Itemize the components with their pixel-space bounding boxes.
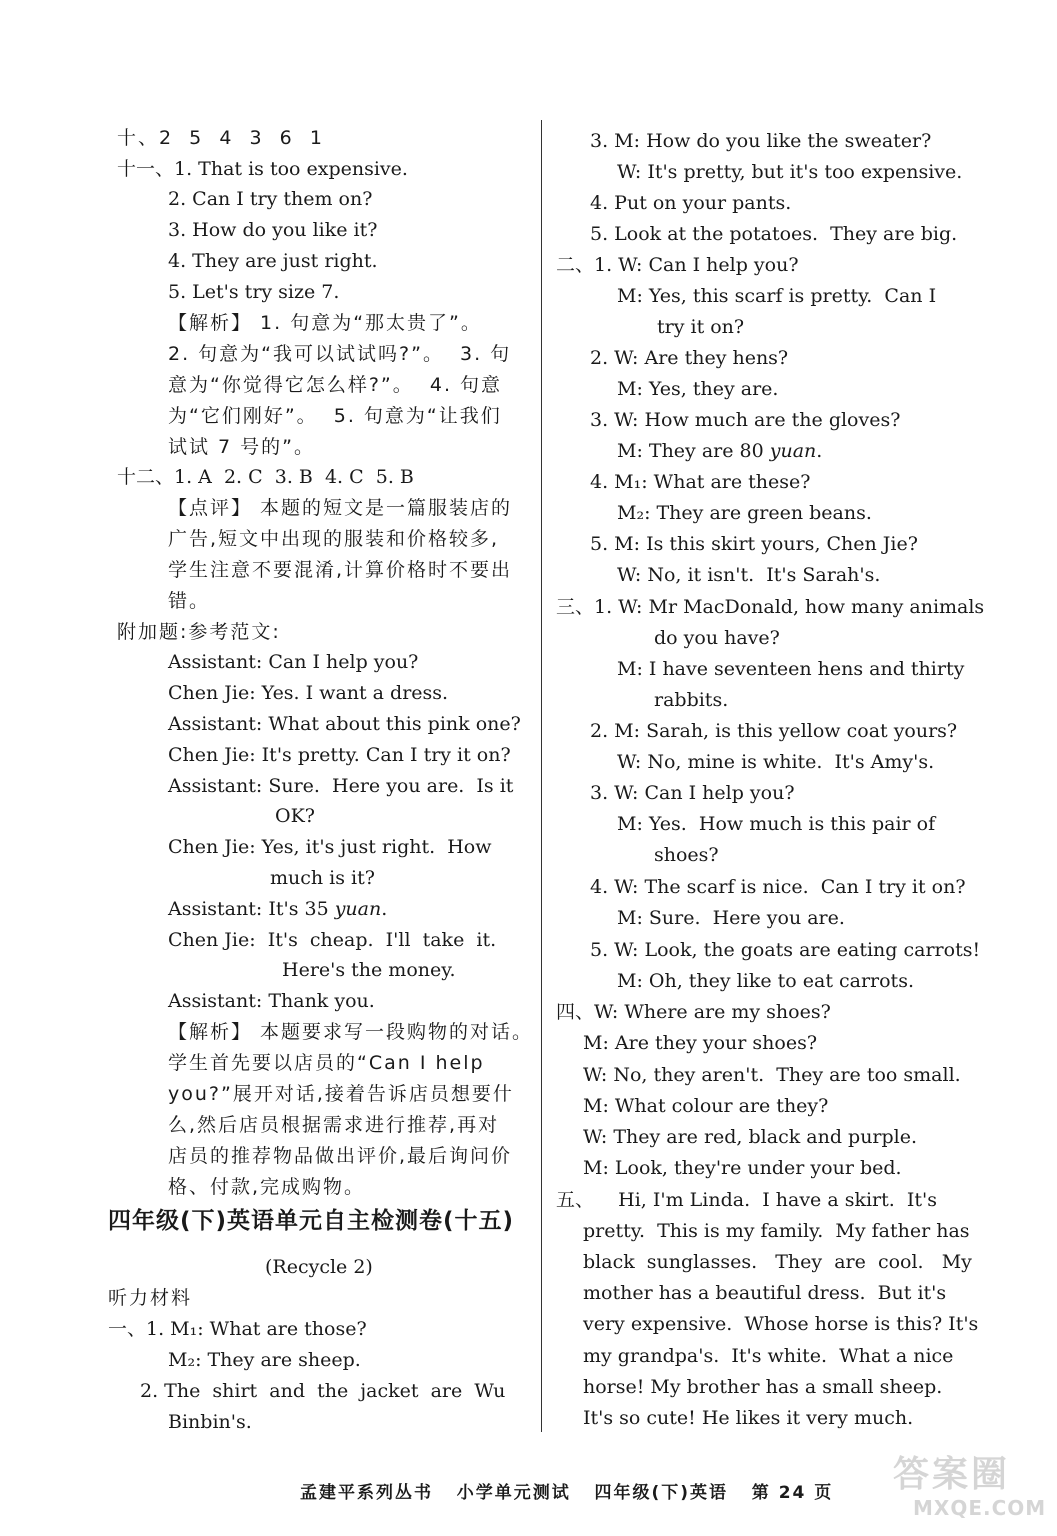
line-text: 2. W: Are they hens? [590,347,789,369]
line-text: my grandpa's. It's white. What a nice [583,1345,954,1367]
text-line [583,1060,961,1090]
text-line [617,966,914,996]
text-line [617,157,962,187]
line-text: rabbits. [654,689,729,711]
text-line [168,678,448,708]
text-line [168,370,502,400]
page-footer: 孟建平系列丛书 小学单元测试 四年级(下)英语 第 24 页 [300,1483,834,1503]
text-line [117,462,414,492]
text-line [270,863,375,893]
text-line [617,654,964,684]
line-text: 【解析】 本题要求写一段购物的对话。 [168,1021,534,1043]
text-line [108,1283,192,1313]
line-text: 【点评】 本题的短文是一篇服装店的 [168,497,513,519]
line-text: 5. Let's try size 7. [168,281,340,303]
line-tail: . [381,898,388,920]
text-line [590,778,795,808]
line-text: 么,然后店员根据需求进行推荐,再对 [168,1114,500,1136]
text-line [168,1110,499,1140]
line-text: Chen Jie: It's pretty. Can I try it on? [168,744,511,766]
text-line [617,903,845,933]
text-line [617,747,934,777]
text-line [556,997,831,1027]
text-line [168,339,511,369]
line-text: 3. How do you like it? [168,219,378,241]
line-text: shoes? [654,844,719,866]
line-text: 2. 句意为“我可以试试吗?”。 3. 句 [168,343,512,365]
text-line [617,560,880,590]
italic-word: yuan [334,898,382,920]
line-text: 学生首先要以店员的“Can I help [168,1052,485,1074]
line-text: black sunglasses. They are cool. My [583,1251,972,1273]
line-text: M: Are they your shoes? [583,1032,818,1054]
line-text: you?”展开对话,接着告诉店员想要什 [168,1083,514,1105]
line-text: Assistant: What about this pink one? [168,713,521,735]
text-line [117,617,281,647]
text-line [275,801,315,831]
line-text: Chen Jie: Yes. I want a dress. [168,682,449,704]
line-text: pretty. This is my family. My father has [583,1220,970,1242]
text-line [583,1278,946,1308]
line-text: 十、2 5 4 3 6 1 [117,127,324,149]
text-line [617,436,822,466]
line-text: 一、1. M₁: What are those? [108,1318,367,1340]
line-text: 5. M: Is this skirt yours, Chen Jie? [590,533,918,555]
text-line [168,1172,365,1202]
text-line [168,1079,514,1109]
text-line [168,986,375,1016]
line-text: 学生注意不要混淆,计算价格时不要出 [168,559,513,581]
text-line [108,1314,367,1344]
line-text: W: They are red, black and purple. [583,1126,918,1148]
line-text: W: No, it isn't. It's Sarah's. [617,564,881,586]
line-text: M: They are 80 [617,440,770,462]
text-line [265,1252,373,1282]
watermark-logo [885,1440,1047,1530]
text-line [168,1407,252,1437]
line-text: Assistant: Sure. Here you are. Is it [168,775,514,797]
line-text: W: It's pretty, but it's too expensive. [617,161,963,183]
line-text: horse! My brother has a small sheep. [583,1376,943,1398]
text-line [168,277,339,307]
text-line [168,925,496,955]
text-line [617,281,936,311]
line-text: 错。 [168,590,211,612]
line-text: 4. Put on your pants. [590,192,792,214]
line-text: M: Sure. Here you are. [617,907,845,929]
text-line [654,840,719,870]
line-text: 四、W: Where are my shoes? [556,1001,831,1023]
line-text: W: No, mine is white. It's Amy's. [617,751,935,773]
text-line [556,250,799,280]
text-line [282,955,456,985]
text-line [168,771,513,801]
text-line [168,832,492,862]
line-text: do you have? [654,627,780,649]
text-line [556,592,984,622]
line-text: Chen Jie: It's cheap. I'll take it. [168,929,497,951]
text-line [617,498,872,528]
text-line [583,1091,828,1121]
text-line [583,1122,917,1152]
line-text: Binbin's. [168,1411,252,1433]
watermark-top: 答案圈 [893,1454,1011,1495]
line-text: Chen Jie: Yes, it's just right. How [168,836,492,858]
line-text: Assistant: It's 35 [168,898,335,920]
line-text: M: Yes. How much is this pair of [617,813,936,835]
line-text: Assistant: Thank you. [168,990,375,1012]
text-line [583,1341,953,1371]
line-text: OK? [275,805,315,827]
line-text: very expensive. Whose horse is this? It's [583,1313,979,1335]
line-text: 2. Can I try them on? [168,188,373,210]
line-text: 5. Look at the potatoes. They are big. [590,223,958,245]
text-line [168,493,512,523]
line-text: W: No, they aren't. They are too small. [583,1064,961,1086]
text-line [168,1345,361,1375]
text-line [617,809,935,839]
line-text: 格、付款,完成购物。 [168,1176,366,1198]
text-line [168,1048,485,1078]
line-text: 意为“你觉得它怎么样?”。 4. 句意 [168,374,503,396]
text-line [583,1247,972,1277]
text-line [140,1376,505,1406]
italic-word: yuan [769,440,817,462]
line-text: 3. W: Can I help you? [590,782,795,804]
text-line [108,1206,514,1236]
text-line [583,1372,942,1402]
text-line [168,432,315,462]
line-text: 4. They are just right. [168,250,378,272]
line-text: M: Yes, this scarf is pretty. Can I [617,285,937,307]
text-line [583,1153,902,1183]
line-text: 2. The shirt and the jacket are Wu [140,1380,506,1402]
line-text: 附加题:参考范文: [117,621,281,643]
line-text: It's so cute! He likes it very much. [583,1407,914,1429]
text-line [556,1185,937,1215]
text-line [590,126,931,156]
line-text: M₂: They are sheep. [168,1349,361,1371]
line-text: 十二、1. A 2. C 3. B 4. C 5. B [117,466,414,488]
line-text: 【解析】 1. 句意为“那太贵了”。 [168,312,482,334]
text-line [168,1017,533,1047]
text-line [590,935,980,965]
line-text: Here's the money. [282,959,456,981]
text-line [168,1141,512,1171]
text-line [168,894,387,924]
line-text: 五、 Hi, I'm Linda. I have a skirt. It's [556,1189,937,1211]
line-text: 为“它们刚好”。 5. 句意为“让我们 [168,405,502,427]
text-line [583,1403,913,1433]
column-divider [541,120,542,1432]
line-text: 听力材料 [108,1287,193,1309]
line-text: 5. W: Look, the goats are eating carrots! [590,939,981,961]
text-line [168,586,210,616]
text-line [617,374,778,404]
watermark-bottom: MXQE.COM [913,1496,1047,1520]
line-text: 广告,短文中出现的服装和价格较多, [168,528,500,550]
line-text: M: Yes, they are. [617,378,779,400]
text-line [590,343,788,373]
line-text: 3. W: How much are the gloves? [590,409,901,431]
text-line [654,685,728,715]
text-line [590,529,918,559]
line-text: 十一、1. That is too expensive. [117,158,408,180]
text-line [168,740,511,770]
line-tail: . [816,440,823,462]
text-line [590,188,791,218]
line-text: 四年级(下)英语单元自主检测卷(十五) [108,1208,515,1234]
text-line [654,623,780,653]
text-line [117,123,324,153]
text-line [168,555,512,585]
line-text: 三、1. W: Mr MacDonald, how many animals [556,596,985,618]
line-text: 4. M₁: What are these? [590,471,811,493]
text-line [657,312,744,342]
text-line [583,1028,817,1058]
text-line [583,1216,970,1246]
line-text: 二、1. W: Can I help you? [556,254,799,276]
line-text: M: What colour are they? [583,1095,829,1117]
text-line [117,154,408,184]
line-text: (Recycle 2) [265,1256,373,1278]
line-text: M: I have seventeen hens and thirty [617,658,965,680]
text-line [168,246,378,276]
line-text: mother has a beautiful dress. But it's [583,1282,947,1304]
text-line [590,405,900,435]
line-text: much is it? [270,867,375,889]
line-text: 3. M: How do you like the sweater? [590,130,932,152]
line-text: M: Look, they're under your bed. [583,1157,902,1179]
text-line [168,647,418,677]
text-line [168,308,482,338]
line-text: try it on? [657,316,745,338]
line-text: Assistant: Can I help you? [168,651,419,673]
text-line [168,184,372,214]
line-text: 2. M: Sarah, is this yellow coat yours? [590,720,958,742]
line-text: M: Oh, they like to eat carrots. [617,970,914,992]
text-line [583,1309,978,1339]
text-line [590,716,957,746]
line-text: 4. W: The scarf is nice. Can I try it on? [590,876,966,898]
line-text: 试试 7 号的”。 [168,436,316,458]
text-line [590,467,810,497]
text-line [168,524,499,554]
line-text: 店员的推荐物品做出评价,最后询问价 [168,1145,513,1167]
text-line [590,872,966,902]
text-line [590,219,957,249]
text-line [168,709,521,739]
text-line [168,401,502,431]
text-line [168,215,377,245]
line-text: M₂: They are green beans. [617,502,872,524]
